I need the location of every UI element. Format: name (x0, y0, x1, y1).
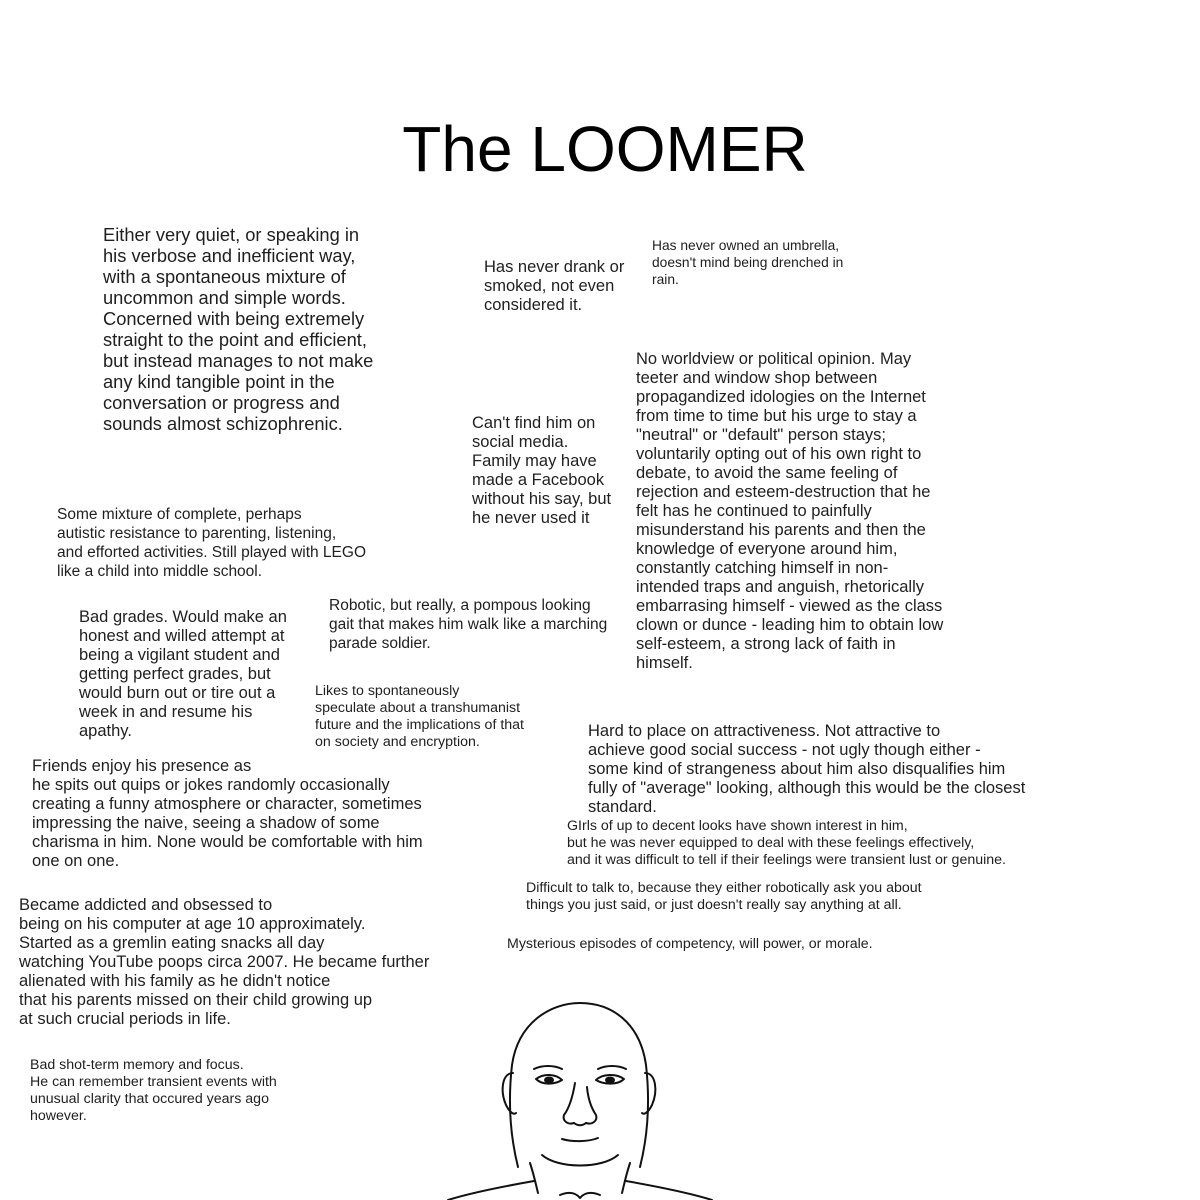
note-parenting: Some mixture of complete, perhaps autistic resistance to parenting, listening, and efforted activities. Still played with LEGO like a child into middle school. (57, 506, 367, 580)
note-attractiveness: Hard to place on attractiveness. Not attractive to achieve good social success - not ugly though either - some kind of strangeness about him also disqualifies him fully of "average" looking, although this would be the closest standard. (588, 722, 1026, 816)
note-competency: Mysterious episodes of competency, will power, or morale. (507, 936, 873, 952)
note-memory: Bad shot-term memory and focus. He can remember transient events with unusual clarity that occured years ago however. (30, 1057, 277, 1124)
wojak-face-drawing (430, 995, 730, 1200)
note-gait: Robotic, but really, a pompous looking gait that makes him walk like a marching parade soldier. (329, 597, 608, 652)
note-drinking: Has never drank or smoked, not even considered it. (484, 258, 625, 314)
note-worldview: No worldview or political opinion. May teeter and window shop between propagandized idologies on the Internet from time to time but his urge to stay a "neutral" or "default" person stays; voluntarily opting out of his own right to debate, to avoid the same feeling of rejection and esteem-destruction that he felt has he continued to painfully misunderstand his parents and then the knowledge of everyone around him, constantly catching himself in non- intended traps and anguish, rhetorically embarrasing himself - viewed as the class clown or dunce - leading him to obtain low self-esteem, a strong lack of faith in himself. (636, 350, 944, 672)
note-friends: Friends enjoy his presence as he spits out quips or jokes randomly occasionally creating a funny atmosphere or character, sometimes impressing the naive, seeing a shadow of some charisma in him. None would be comfortable with him one on one. (32, 757, 423, 870)
note-transhumanism: Likes to spontaneously speculate about a transhumanist future and the implications of that on society and encryption. (315, 683, 524, 750)
note-social-media: Can't find him on social media. Family may have made a Facebook without his say, but he never used it (472, 414, 612, 527)
note-talking: Difficult to talk to, because they either robotically ask you about things you just said, or just doesn't really say anything at all. (526, 880, 922, 913)
note-umbrella: Has never owned an umbrella, doesn't mind being drenched in rain. (652, 238, 844, 287)
note-grades: Bad grades. Would make an honest and willed attempt at being a vigilant student and getting perfect grades, but would burn out or tire out a week in and resume his apathy. (79, 608, 287, 740)
note-speech: Either very quiet, or speaking in his verbose and inefficient way, with a spontaneous mixture of uncommon and simple words. Concerned with being extremely straight to the point and efficient, but instead manages to not make any kind tangible point in the conversation or progress and sounds almost schizophrenic. (103, 224, 374, 434)
note-girls: GIrls of up to decent looks have shown interest in him, but he was never equipped to deal with these feelings effectively, and it was difficult to tell if their feelings were transient lust or genuine. (567, 818, 1006, 868)
page-title: The LOOMER (402, 112, 808, 185)
note-computer: Became addicted and obsessed to being on his computer at age 10 approximately. Started as a gremlin eating snacks all day watching YouTube poops circa 2007. He became further alienated with his family as he didn't notice that his parents missed on their child growing up at such crucial periods in life. (19, 896, 430, 1028)
